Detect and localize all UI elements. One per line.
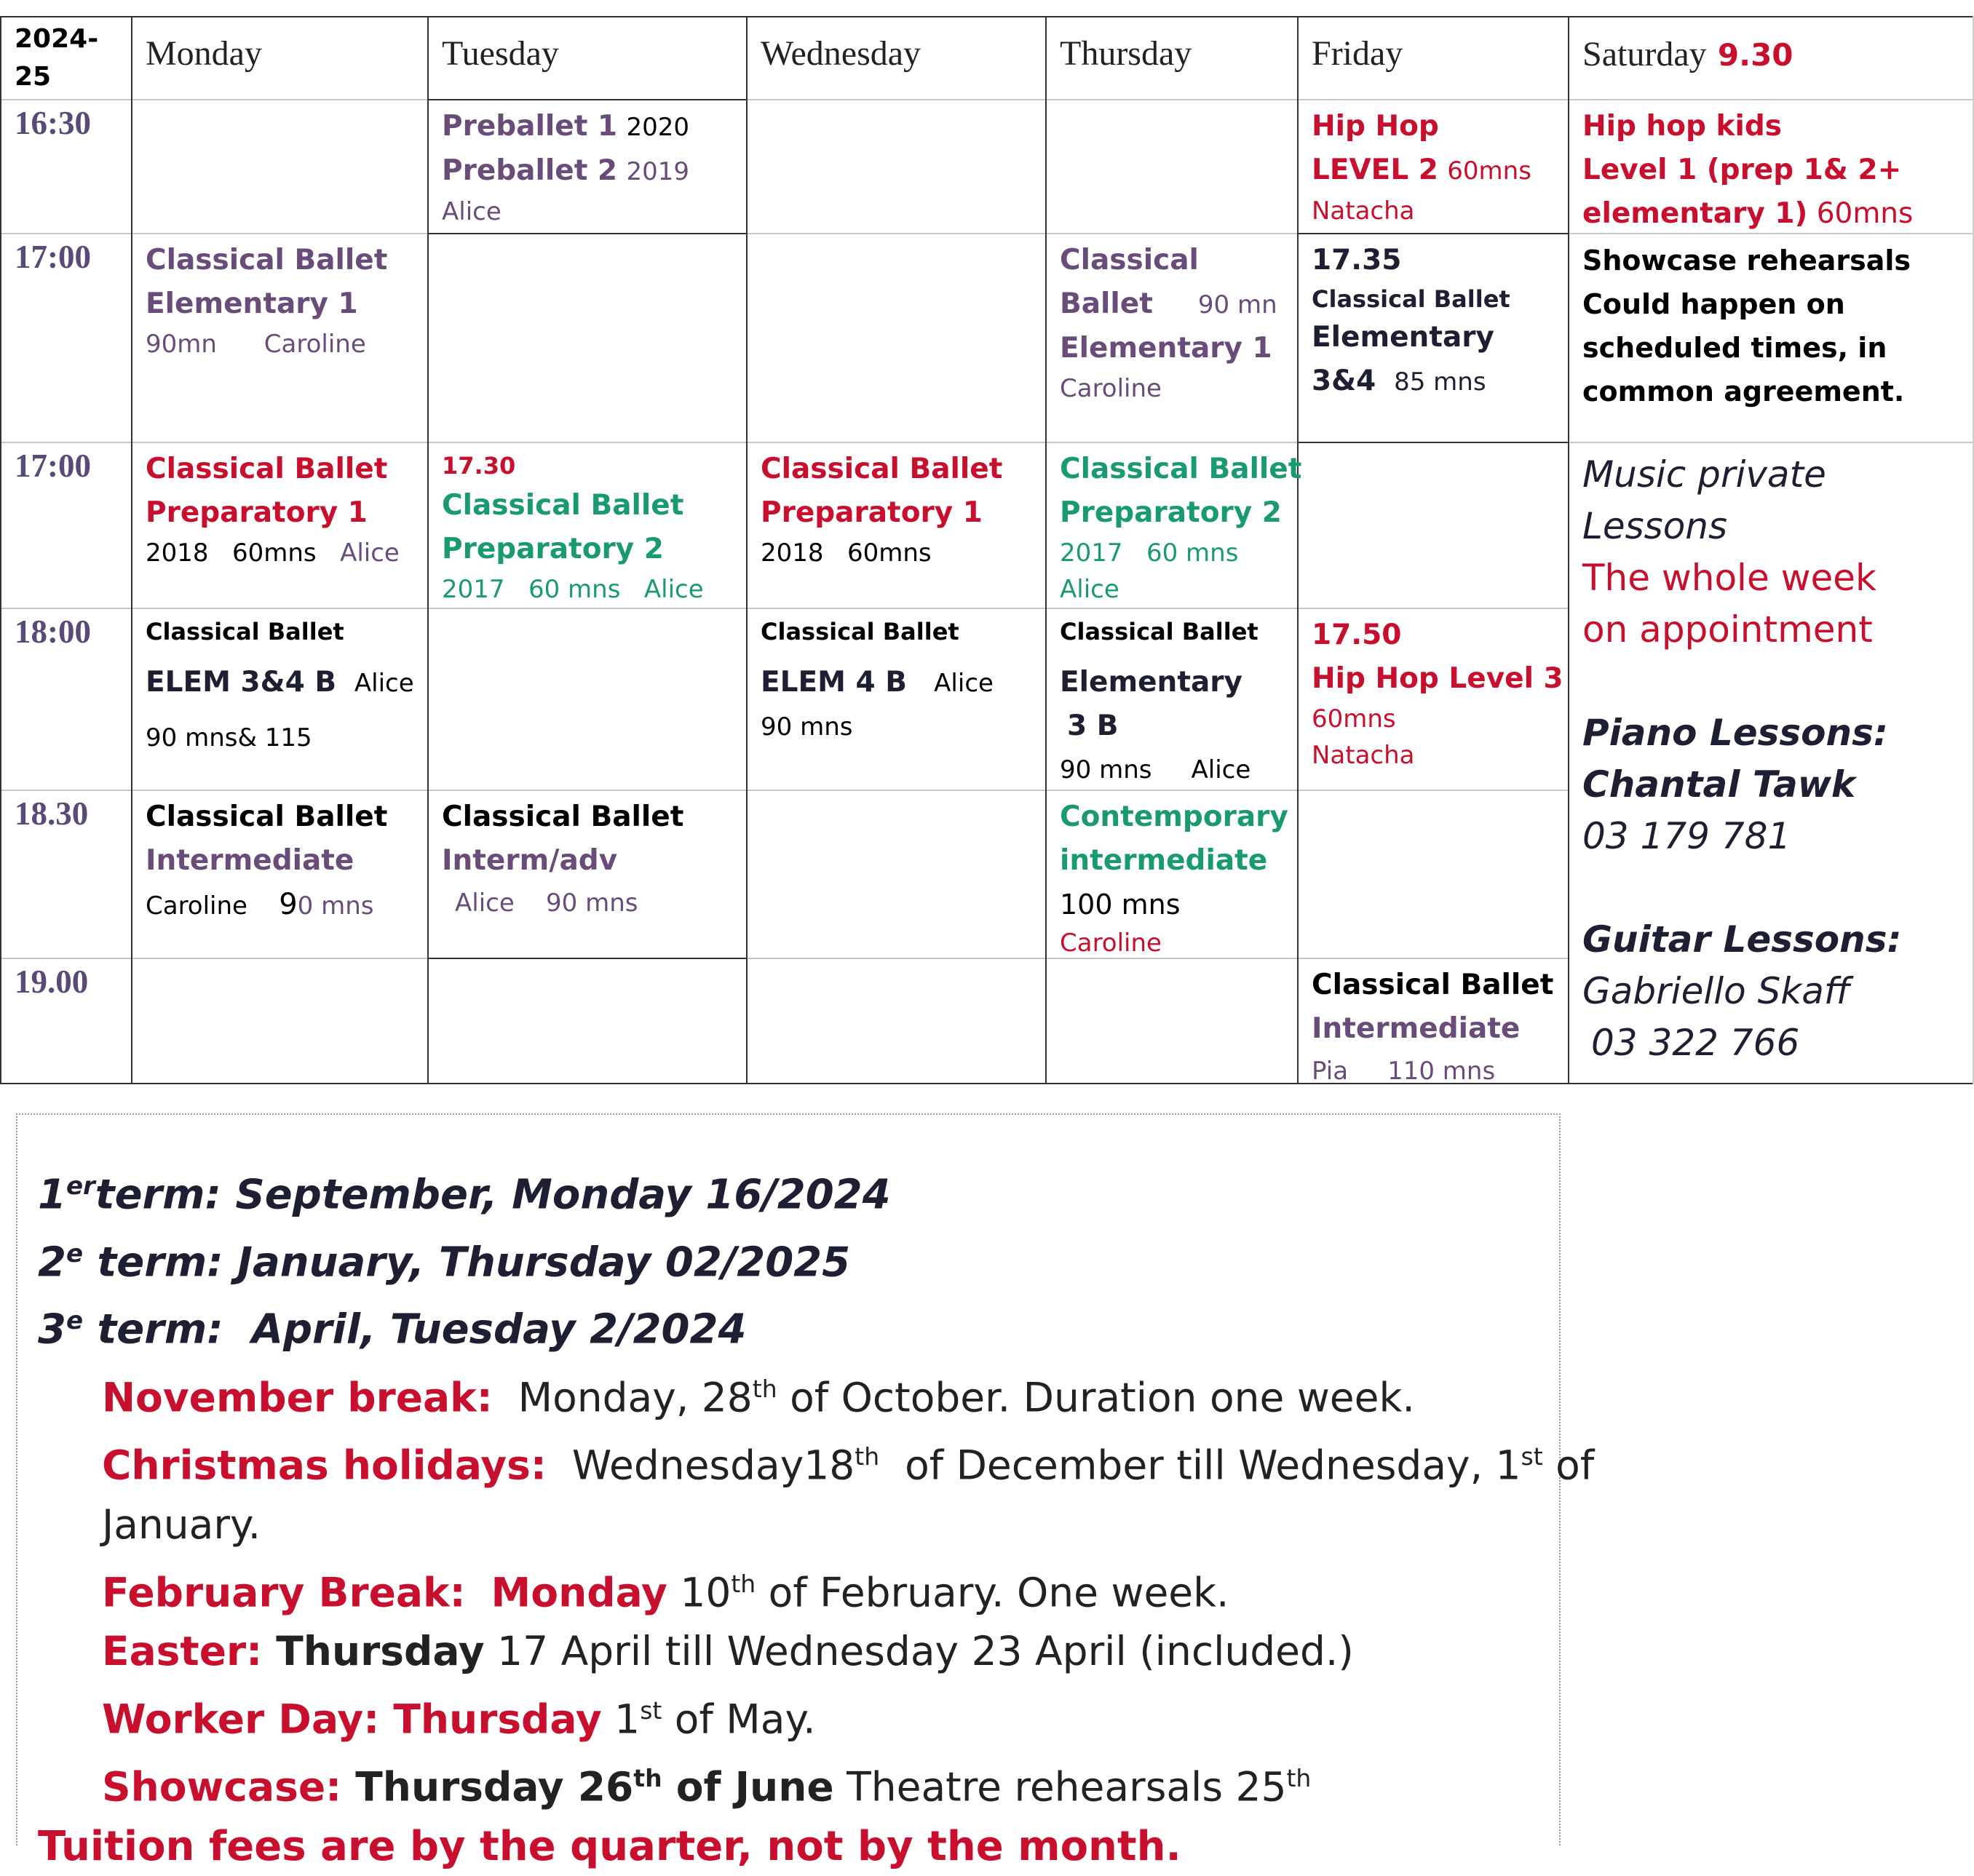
christmas-holidays-cont: [38, 1495, 1594, 1554]
piano-title: Piano Lessons:: [1582, 712, 1888, 754]
class-time: 17.30: [442, 452, 516, 480]
piano-phone: 03 179 781: [1582, 815, 1791, 857]
class-level: Intermediate: [1312, 1012, 1521, 1045]
term-1: [38, 1157, 1594, 1225]
class-cell-sat-1630: [1568, 99, 1973, 236]
holiday-suffix: th: [752, 1374, 777, 1403]
class-cell-mon-1700: [131, 233, 427, 362]
music-lessons-note: [1568, 442, 1973, 1069]
class-name: Classical Ballet: [761, 618, 959, 645]
class-duration: 90 mns: [761, 712, 853, 742]
header-saturday: [1568, 16, 1973, 99]
class-duration: 60 mns: [528, 575, 621, 604]
class-time: 17.50: [1312, 619, 1402, 651]
note-line: Showcase rehearsals: [1582, 245, 1911, 277]
teacher-name: Alice: [1060, 575, 1119, 604]
header-wednesday: Wednesday: [761, 34, 921, 73]
class-level: elementary 1): [1582, 197, 1808, 230]
easter: [38, 1622, 1594, 1681]
header-tuesday: Tuesday: [442, 34, 559, 73]
class-name: Hip Hop Level 3: [1312, 662, 1563, 695]
grid-line: [0, 16, 1, 1084]
term-text: term: April, Tuesday 2/2024: [83, 1305, 747, 1354]
calendar-notes: [16, 1113, 1595, 1870]
grid-line: [0, 1083, 1974, 1084]
class-duration: 90 mns& 115: [146, 723, 312, 752]
class-name: Contemporary: [1060, 800, 1288, 833]
class-duration-digit: 9: [279, 888, 298, 921]
tuition-fees-note: Tuition fees are by the quarter, not by the month.: [38, 1822, 1181, 1870]
teacher-name: Caroline: [263, 330, 366, 359]
class-duration: 90 mns: [1060, 755, 1152, 784]
term-3: [38, 1292, 1594, 1359]
class-name: Classical Ballet: [1060, 618, 1258, 645]
year-line: 2024-: [15, 24, 99, 54]
class-cell-thu-1830: [1045, 790, 1297, 960]
teacher-name: Caroline: [1060, 929, 1162, 958]
guitar-phone: 03 322 766: [1591, 1022, 1800, 1064]
holiday-text: Wednesday18: [546, 1442, 855, 1489]
showcase-note: [1568, 233, 1973, 413]
term-text: term: January, Thursday 02/2025: [83, 1239, 851, 1287]
class-year: 2019: [626, 157, 689, 186]
class-cell-thu-1800: [1045, 608, 1297, 803]
class-name: Classical Ballet: [442, 489, 684, 522]
november-break: [38, 1359, 1594, 1427]
class-level: Elementary 1: [146, 287, 358, 320]
class-name: Hip hop kids: [1582, 110, 1782, 143]
class-duration: 60mns: [847, 538, 932, 568]
holiday-suffix: st: [640, 1696, 662, 1725]
class-name: Preballet 2: [442, 154, 618, 187]
note-line: Could happen on: [1582, 288, 1845, 320]
holiday-label: Christmas holidays:: [102, 1442, 547, 1489]
header-friday: Friday: [1312, 34, 1403, 73]
holiday-day: Thursday 26: [341, 1763, 634, 1811]
class-level: ELEM 3&4 B: [146, 666, 337, 699]
class-cell-mon-1800: [131, 608, 427, 760]
holiday-text: Monday, 28: [492, 1374, 753, 1421]
teacher-name: Alice: [643, 575, 704, 604]
holiday-suffix: th: [633, 1764, 662, 1793]
class-name: Ballet: [1060, 287, 1153, 320]
term-suffix: e: [66, 1239, 84, 1268]
teacher-name: Alice: [455, 889, 515, 918]
class-year: 2017: [442, 575, 505, 604]
teacher-name: Alice: [354, 669, 414, 698]
teacher-name: Alice: [442, 197, 502, 226]
teacher-name: Alice: [1191, 755, 1251, 784]
class-name: Classical Ballet: [761, 453, 1003, 485]
holiday-text: 17 April till Wednesday 23 April (included.): [484, 1627, 1354, 1674]
class-year: 2017: [1060, 538, 1123, 568]
teacher-name: Natacha: [1312, 196, 1415, 226]
holiday-suffix: th: [855, 1442, 880, 1471]
teacher-name: Caroline: [146, 891, 247, 921]
teacher-name: Caroline: [1060, 374, 1162, 403]
holiday-day: Monday: [491, 1568, 667, 1615]
holiday-text: 1: [601, 1696, 641, 1743]
showcase: [38, 1749, 1594, 1816]
holiday-text: of October. Duration one week.: [777, 1374, 1415, 1421]
class-cell-fri-1735: [1297, 233, 1568, 404]
time-label: 17:00: [15, 448, 91, 484]
class-name: Classical Ballet: [146, 618, 344, 645]
teacher-name: Pia: [1312, 1057, 1349, 1086]
holiday-text: of February. One week.: [756, 1568, 1229, 1615]
class-name: Classical Ballet: [1060, 453, 1302, 485]
holiday-text: of: [1542, 1442, 1595, 1489]
holiday-label: February Break:: [102, 1568, 466, 1615]
class-duration: 60mns: [1816, 197, 1914, 230]
class-cell-fri-1750: [1297, 608, 1568, 774]
holiday-day: Thursday: [262, 1627, 485, 1674]
class-year: 2020: [626, 113, 689, 142]
class-cell-mon-1700b: [131, 442, 427, 571]
class-duration: 60mns: [231, 538, 317, 568]
holiday-label: Easter:: [102, 1627, 263, 1674]
class-year: 2018: [146, 538, 209, 568]
class-duration: 60mns: [1312, 704, 1396, 734]
holiday-label: Worker Day: Thursday: [102, 1696, 602, 1743]
class-duration: 90 mn: [1197, 290, 1277, 319]
class-level: Level 1 (prep 1& 2+: [1582, 154, 1902, 186]
class-cell-wed-1800: [746, 608, 1045, 742]
grid-line: [427, 958, 746, 959]
class-duration: 100 mns: [1060, 889, 1181, 921]
note-line: scheduled times, in: [1582, 332, 1887, 364]
holiday-text: Theatre rehearsals 25: [833, 1763, 1287, 1811]
year-header: [0, 16, 131, 99]
time-label: 18.30: [15, 795, 89, 832]
class-level: 3&4: [1312, 365, 1376, 397]
holiday-label: November break:: [102, 1374, 493, 1421]
class-time: 17.35: [1312, 244, 1402, 277]
class-level: Preparatory 1: [146, 496, 368, 529]
term-number: 3: [38, 1305, 66, 1354]
holiday-suffix: th: [731, 1569, 756, 1598]
class-level: 3 B: [1067, 710, 1119, 742]
class-level: Preparatory 2: [1060, 496, 1282, 529]
header-thursday: Thursday: [1060, 34, 1192, 73]
class-duration: 85 mns: [1394, 367, 1486, 397]
class-name: Classical Ballet: [146, 800, 388, 833]
class-level: Intermediate: [146, 844, 354, 877]
time-label: 17:00: [15, 239, 91, 275]
class-name: Classical Ballet: [1312, 285, 1510, 313]
class-level: ELEM 4 B: [761, 666, 907, 699]
term-number: 1: [38, 1171, 66, 1219]
term-suffix: er: [66, 1172, 95, 1201]
class-name: Classical Ballet: [146, 453, 388, 485]
holiday-month: of June: [662, 1763, 834, 1811]
holiday-suffix: th: [1286, 1764, 1312, 1793]
class-year: 2018: [761, 538, 824, 568]
teacher-name: Natacha: [1312, 741, 1415, 770]
saturday-label: Saturday: [1582, 35, 1707, 73]
class-level: Preparatory 1: [761, 496, 983, 529]
term-2: [38, 1225, 1594, 1292]
class-name: Classical Ballet: [442, 800, 684, 833]
class-level: Elementary: [1060, 666, 1242, 699]
saturday-time: 9.30: [1717, 37, 1793, 73]
class-duration: 60mns: [1447, 156, 1531, 186]
class-name: Preballet 1: [442, 110, 618, 143]
grid-line: [1297, 442, 1568, 443]
class-name: Hip Hop: [1312, 110, 1439, 143]
time-label: 19.00: [15, 963, 89, 1000]
class-duration: 90mn: [146, 330, 217, 359]
class-cell-thu-1700: [1045, 233, 1297, 407]
header-monday: Monday: [146, 34, 262, 73]
class-level: Interm/adv: [442, 844, 618, 877]
time-label: 16:30: [15, 105, 91, 141]
guitar-name: Gabriello Skaff: [1582, 970, 1851, 1012]
class-cell-fri-1900: [1297, 958, 1568, 1092]
worker-day: [38, 1681, 1594, 1749]
class-level: Elementary: [1312, 321, 1494, 354]
note-line: Lessons: [1582, 505, 1728, 547]
class-cell-mon-1830: [131, 790, 427, 928]
february-break: [38, 1554, 1594, 1622]
class-cell-thu-1700b: [1045, 442, 1302, 608]
term-number: 2: [38, 1239, 66, 1287]
holiday-suffix: st: [1521, 1442, 1543, 1471]
holiday-text: of December till Wednesday, 1: [879, 1442, 1521, 1489]
holiday-text: January.: [102, 1501, 261, 1548]
class-duration: 90 mns: [546, 889, 638, 918]
class-cell-tue-1830: [427, 790, 746, 923]
class-name: Classical: [1060, 244, 1199, 277]
class-level: Preparatory 2: [442, 533, 664, 565]
time-label: 18:00: [15, 613, 91, 650]
class-cell-tue-1630: [427, 99, 746, 230]
guitar-title: Guitar Lessons:: [1582, 918, 1902, 961]
holiday-label: Showcase:: [102, 1763, 342, 1811]
term-suffix: e: [66, 1306, 84, 1336]
note-line: The whole week: [1582, 557, 1876, 599]
note-line: Music private: [1582, 453, 1826, 496]
class-cell-tue-1730: [427, 442, 746, 608]
class-level: Elementary 1: [1060, 332, 1272, 365]
teacher-name: Alice: [340, 538, 400, 568]
christmas-holidays: [38, 1427, 1594, 1495]
class-duration: 110 mns: [1387, 1057, 1496, 1086]
class-duration: 0 mns: [297, 891, 374, 921]
holiday-text: of May.: [662, 1696, 816, 1743]
class-level: LEVEL 2: [1312, 154, 1438, 186]
class-level: intermediate: [1060, 844, 1268, 877]
holiday-text: 10: [667, 1568, 732, 1615]
grid-line: [427, 233, 746, 234]
class-cell-wed-1700: [746, 442, 1045, 571]
class-duration: 60 mns: [1146, 538, 1239, 568]
term-text: term: September, Monday 16/2024: [95, 1171, 891, 1219]
note-line: common agreement.: [1582, 375, 1905, 408]
class-name: Classical Ballet: [146, 244, 388, 277]
year-line: 25: [15, 62, 52, 92]
class-cell-fri-1630: [1297, 99, 1568, 229]
class-name: Classical Ballet: [1312, 969, 1554, 1001]
note-line: on appointment: [1582, 608, 1873, 651]
teacher-name: Alice: [934, 669, 994, 698]
piano-name: Chantal Tawk: [1582, 763, 1856, 806]
